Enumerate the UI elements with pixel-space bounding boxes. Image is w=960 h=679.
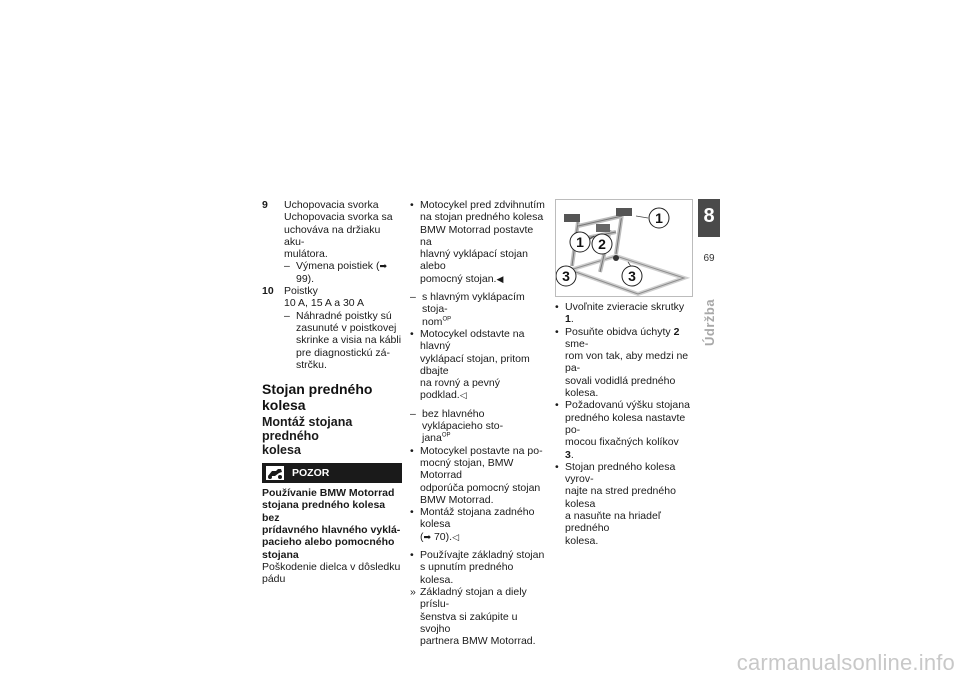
callout-ref: 2 [673,325,680,338]
bullet-line: vyklápací stojan, pritom dbajte [420,352,530,377]
bullet-line: • Motocykel odstavte na hlavný [420,327,525,353]
bullet-item [410,445,547,506]
warning-label: POZOR [292,467,330,480]
sub-dash-item [284,310,402,371]
bullet-line: na stojan predného kolesa [420,211,544,224]
bullet-line: najte na stred predného kolesa [565,485,676,510]
sub-line: pre diagnostickú zá- [296,346,390,359]
front-wheel-stand-illustration [555,199,693,297]
condition-item [410,291,547,328]
bullet-line: mocou fixačných kolíkov [565,436,679,449]
item-number: 9 [262,199,268,211]
chapter-number: 8 [703,205,715,227]
bullet-line: • Montáž stojana zadného kolesa [420,506,535,531]
bullet-line: • Používajte základný stojan [420,549,545,562]
bullet-item [410,199,547,285]
callout-2 [592,234,612,254]
sub-line: strčku. [296,358,327,371]
item-desc-line: mulátora. [284,248,328,261]
callout-ref: 1 [565,313,571,326]
item-10 [262,285,402,371]
bullet-item: • Uvoľnite zvieracie skrutky 1. [555,301,690,326]
sub-line: zasunuté v poistkovej [296,321,397,334]
warning-heading-line: prídavného hlavného vyklá- [262,524,401,537]
bullet-item: • Požadovanú výšku stojana predného kolesa nastavte po- mocou fixačných kolíkov 3. [555,399,690,460]
bullet-line: rom von tak, aby medzi ne pa- [565,350,689,375]
column-3 [555,301,690,547]
warning-text [262,561,402,586]
page-number: 69 [703,253,715,264]
bullet-line: • Motocykel postavte na po- [420,444,543,457]
svg-text:3: 3 [562,268,570,284]
warning-text-line: Poškodenie dielca v dôsledku [262,560,401,573]
section-title: Stojan predného kolesa [262,381,373,414]
callout-1 [649,208,669,228]
item-title: Uchopovacia svorka [284,199,379,211]
condition-line: – s hlavným vyklápacím stoja- [422,291,525,316]
tip-line: » Základný stojan a diely príslu- [420,585,527,611]
callout-ref: 3 [565,448,571,461]
item-number: 10 [262,285,274,298]
item-title: Poistky [284,285,318,298]
bullet-line: kolesa. [565,534,599,547]
condition-line: nom [422,315,443,328]
condition-item [410,408,547,445]
callout-1 [570,232,590,252]
end-marker-outline-icon: ◁ [459,390,467,401]
watermark: carmanualsonline.info [736,650,955,675]
svg-text:2: 2 [598,236,606,252]
bullet-line: predného kolesa nastavte po- [565,411,686,436]
end-marker-icon: ◀ [496,273,504,284]
item-desc-line: uchováva na držiaku aku- [284,223,381,248]
page-ref[interactable]: 99). [296,272,315,285]
item-value: 10 A, 15 A a 30 A [284,297,364,310]
bullet-line: Posuňte obidva úchyty [565,325,671,338]
bullet-item [410,328,547,402]
bullet-line: BMW Motorrad postavte na [420,223,534,248]
warning-heading [262,487,402,561]
sub-dash-item: – Výmena poistiek (➡ 99). [284,260,402,285]
stand-drawing [556,200,692,296]
bullet-line: Uvoľnite zvieracie skrutky [565,301,685,313]
warning-heading-line: stojana [262,548,299,561]
chapter-tab [698,199,720,237]
tip-line: šenstva si zakúpite u svojho [420,610,518,635]
svg-text:1: 1 [576,234,584,250]
column-2 [410,199,547,647]
warning-heading-line: Používanie BMW Motorrad [262,487,395,500]
bullet-item [555,326,690,400]
bullet-item: • Montáž stojana zadného kolesa (➡ 70).◁ [410,506,547,543]
svg-text:1: 1 [655,210,663,226]
page-ref-arrow-icon: ➡ [423,531,432,542]
subsection-title-line: kolesa [262,443,301,458]
bullet-line: BMW Motorrad. [420,493,494,506]
tip-item [410,586,547,647]
bullet-line: s upnutím predného kolesa. [420,561,514,586]
item-desc-line: Uchopovacia svorka sa [284,211,393,224]
bullet-line: sovali vodidlá predného kolesa. [565,374,676,400]
bullet-line: odporúča pomocný stojan [420,481,541,494]
bullet-line: • Motocykel pred zdvihnutím [420,199,545,211]
subsection-title [262,415,402,457]
warning-banner [262,463,402,483]
bullet-line: • Požadovanú výšku stojana [565,399,690,412]
bullet-line: mocný stojan, BMW Motorrad [420,456,514,482]
item-9 [262,199,402,285]
optional-mark: OP [441,432,451,439]
optional-mark: OP [442,316,452,323]
callout-3 [556,266,576,286]
bullet-line: pomocný stojan. [420,272,497,285]
subsection-title-line: Montáž stojana predného [262,415,353,444]
bullet-line: sme- [565,337,589,350]
warning-heading-line: pacieho alebo pomocného [262,536,395,549]
warning-text-line: pádu [262,573,286,586]
condition-line: – bez hlavného vyklápacieho sto- [422,407,504,433]
page-ref-arrow-icon: ➡ [379,261,388,272]
svg-text:3: 3 [628,268,636,284]
condition-line: jana [422,432,442,445]
bullet-item [555,461,690,547]
sub-line: skrinke a visia na kábli [296,334,402,347]
column-1 [262,199,402,586]
tip-line: partnera BMW Motorrad. [420,635,536,648]
end-marker-outline-icon: ◁ [452,531,459,542]
bullet-line: hlavný vyklápací stojan alebo [420,248,528,273]
motorcycle-warning-icon [266,466,284,480]
bullet-line: na rovný a pevný podklad. [420,377,500,402]
callout-3 [622,266,642,286]
bullet-item [410,549,547,586]
bullet-line: • Stojan predného kolesa vyrov- [565,460,676,486]
chapter-title: Údržba [702,298,717,346]
warning-heading-line: stojana predného kolesa bez [262,499,386,524]
bullet-line: a nasuňte na hriadeľ predného [565,510,661,535]
sub-text: Výmena poistiek [296,260,374,273]
sub-line: – Náhradné poistky sú [296,309,392,322]
page-ref[interactable]: 70). [433,530,453,543]
